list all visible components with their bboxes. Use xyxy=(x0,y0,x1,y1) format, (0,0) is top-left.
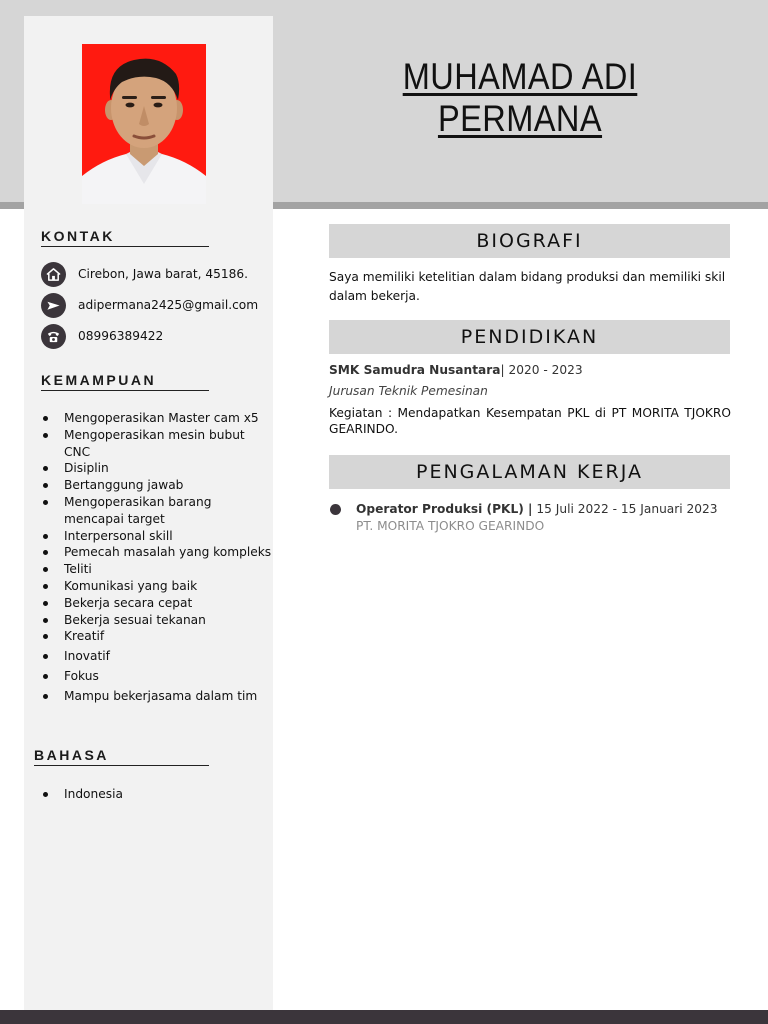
paper-plane-icon xyxy=(41,293,66,318)
education-years: | 2020 - 2023 xyxy=(500,363,583,377)
biography-text: Saya memiliki ketelitian dalam bidang produksi dan memiliki skil dalam bekerja. xyxy=(329,270,726,303)
skill-item: Kreatif xyxy=(42,628,272,645)
contact-email[interactable]: adipermana2425@gmail.com xyxy=(78,298,259,312)
skill-item: Teliti xyxy=(42,561,272,578)
job-dates: 15 Juli 2022 - 15 Januari 2023 xyxy=(532,502,718,516)
skill-item: Komunikasi yang baik xyxy=(42,578,272,595)
education-major: Jurusan Teknik Pemesinan xyxy=(329,384,488,398)
timeline-bullet xyxy=(330,504,341,515)
skill-item: Bertanggung jawab xyxy=(42,477,272,494)
contact-address: Cirebon, Jawa barat, 45186. xyxy=(78,267,249,281)
skill-item: Mengoperasikan Master cam x5 xyxy=(42,410,272,427)
skill-item: Pemecah masalah yang kompleks xyxy=(42,544,272,561)
experience-heading: PENGALAMAN KERJA xyxy=(329,455,730,489)
languages-heading: BAHASA xyxy=(34,747,209,766)
skill-item: Disiplin xyxy=(42,460,272,477)
education-activity: Kegiatan : Mendapatkan Kesempatan PKL di PT MORITA TJOKRO GEARINDO. xyxy=(329,406,731,436)
footer-bar xyxy=(0,1010,768,1024)
biography-heading: BIOGRAFI xyxy=(329,224,730,258)
education-school: SMK Samudra Nusantara xyxy=(329,363,501,377)
contact-phone-row xyxy=(41,323,163,349)
skill-item: Bekerja sesuai tekanan xyxy=(42,612,272,629)
telephone-icon xyxy=(41,324,66,349)
home-icon xyxy=(41,262,66,287)
candidate-name: MUHAMAD ADI PERMANA xyxy=(402,56,638,139)
job-company: PT. MORITA TJOKRO GEARINDO xyxy=(356,519,545,533)
skill-item: Mengoperasikan barang mencapai target xyxy=(42,494,272,528)
skill-item: Interpersonal skill xyxy=(42,528,272,545)
contact-phone: 08996389422 xyxy=(78,329,164,343)
skill-item: Mampu bekerjasama dalam tim xyxy=(42,688,272,705)
skill-item: Mengoperasikan mesin bubut CNC xyxy=(42,427,272,461)
language-item: Indonesia xyxy=(42,786,272,803)
skills-list xyxy=(42,410,272,705)
skill-item: Inovatif xyxy=(42,648,272,665)
education-heading: PENDIDIKAN xyxy=(329,320,730,354)
education-entry xyxy=(329,363,583,377)
job-title: Operator Produksi (PKL) | xyxy=(356,502,533,516)
profile-photo xyxy=(82,44,206,204)
languages-list xyxy=(42,786,272,803)
skill-item: Bekerja secara cepat xyxy=(42,595,272,612)
contact-address-row xyxy=(41,261,248,287)
experience-entry xyxy=(356,502,718,516)
contact-email-row xyxy=(41,292,258,318)
skill-item: Fokus xyxy=(42,668,272,685)
contact-heading: KONTAK xyxy=(41,228,209,247)
skills-heading: KEMAMPUAN xyxy=(41,372,209,391)
